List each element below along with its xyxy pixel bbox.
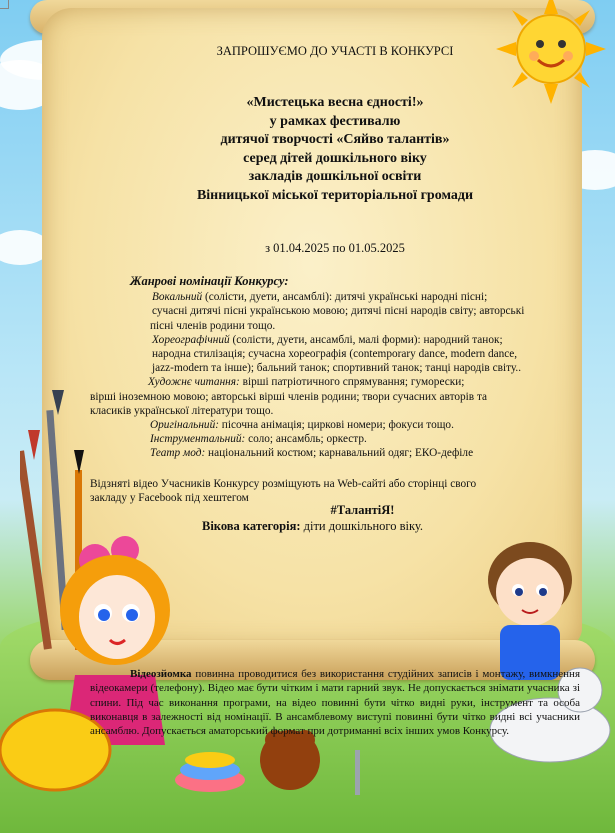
video-info-line: Відзняті відео Учасників Конкурсу розміщують на Web-сайті або сторінці свого (90, 477, 477, 490)
nomination-text: національний костюм; карнавальний одяг; ЕКО-дефіле (205, 447, 474, 460)
title-line: Вінницької міської територіальної громади (196, 187, 474, 203)
page-margin-marker (0, 0, 9, 9)
nominations-section (90, 274, 570, 505)
nomination-label: Хореографічний (152, 333, 230, 346)
nomination-choreography (152, 333, 570, 347)
age-value: діти дошкільного віку. (300, 519, 423, 533)
hashtag: #ТалантіЯ! (330, 503, 395, 517)
nomination-label: Художнє читання: (148, 376, 240, 389)
video-rules-text: повинна проводитися без використання студійних записів і монтажу, вимкнення відеокамери (телефону). Відео має бути чітким і мати гарний звук. Не допускається знімати учасника зі спини. Під час виконання програми, на відео повинні бути чітко видні руки, інструмент та особа виконавця в залежності від номінації. В ансамблевому виступі повинні бути чітко видні всі учасники ансамблю. Допускається аматорський формат при дотриманні всіх інших умов Конкурсу. (90, 668, 580, 738)
age-label: Вікова категорія: (202, 519, 301, 533)
contest-title-block (0, 94, 615, 206)
nomination-instrumental (150, 432, 570, 446)
video-info-line: закладу у Facebook під хештегом (90, 491, 249, 504)
nomination-vocal (152, 290, 570, 304)
nomination-text: вірші іноземною мовою; авторські вірші членів родини; твори сучасних авторів та (90, 390, 488, 403)
nomination-label: Оригінальний: (150, 419, 219, 432)
contest-title: «Мистецька весна єдності!» (246, 95, 424, 110)
nomination-reading (148, 375, 570, 389)
nomination-text: соло; ансамбль; оркестр. (245, 433, 367, 446)
nomination-text: народна стилізація; сучасна хореографія (contemporary dance, modern dance, (152, 348, 518, 361)
nomination-text: (солісти, дуети, ансамблі): дитячі українські народні пісні; (202, 291, 488, 304)
nomination-fashion (150, 446, 570, 460)
title-line: закладів дошкільної освіти (248, 169, 422, 185)
contest-dates: з 01.04.2025 по 01.05.2025 (265, 241, 405, 255)
video-rules-paragraph (90, 667, 580, 738)
nomination-label: Інструментальний: (150, 433, 246, 446)
nomination-text: (солісти, дуети, ансамблі, малі форми): народний танок; (229, 333, 503, 346)
video-rules-label: Відеозйомка (130, 668, 192, 680)
nomination-label: Вокальний (152, 291, 203, 304)
title-line: дитячої творчості «Сяйво талантів» (220, 132, 450, 148)
nomination-text: пісочна анімація; циркові номери; фокуси тощо. (218, 419, 454, 432)
nomination-original (150, 418, 570, 432)
title-line: серед дітей дошкільного віку (243, 150, 427, 166)
invite-heading: ЗАПРОШУЄМО ДО УЧАСТІ В КОНКУРСІ (216, 44, 454, 58)
age-category (0, 519, 615, 534)
nomination-text: вірші патріотичного спрямування; гуморески; (239, 376, 465, 389)
title-line: у рамках фестивалю (269, 113, 401, 129)
nomination-text: сучасні дитячі пісні українською мовою; дитячі пісні народів світу; авторські (152, 305, 525, 318)
nomination-text: jazz-modern та інше); бальний танок; спортивний танок; танці народів світу.. (152, 362, 522, 375)
nomination-text: пісні членів родини тощо. (150, 319, 276, 332)
nomination-text: класиків української літератури тощо. (90, 404, 274, 417)
nominations-heading: Жанрові номінації Конкурсу: (130, 274, 289, 288)
nomination-label: Театр мод: (150, 447, 206, 460)
